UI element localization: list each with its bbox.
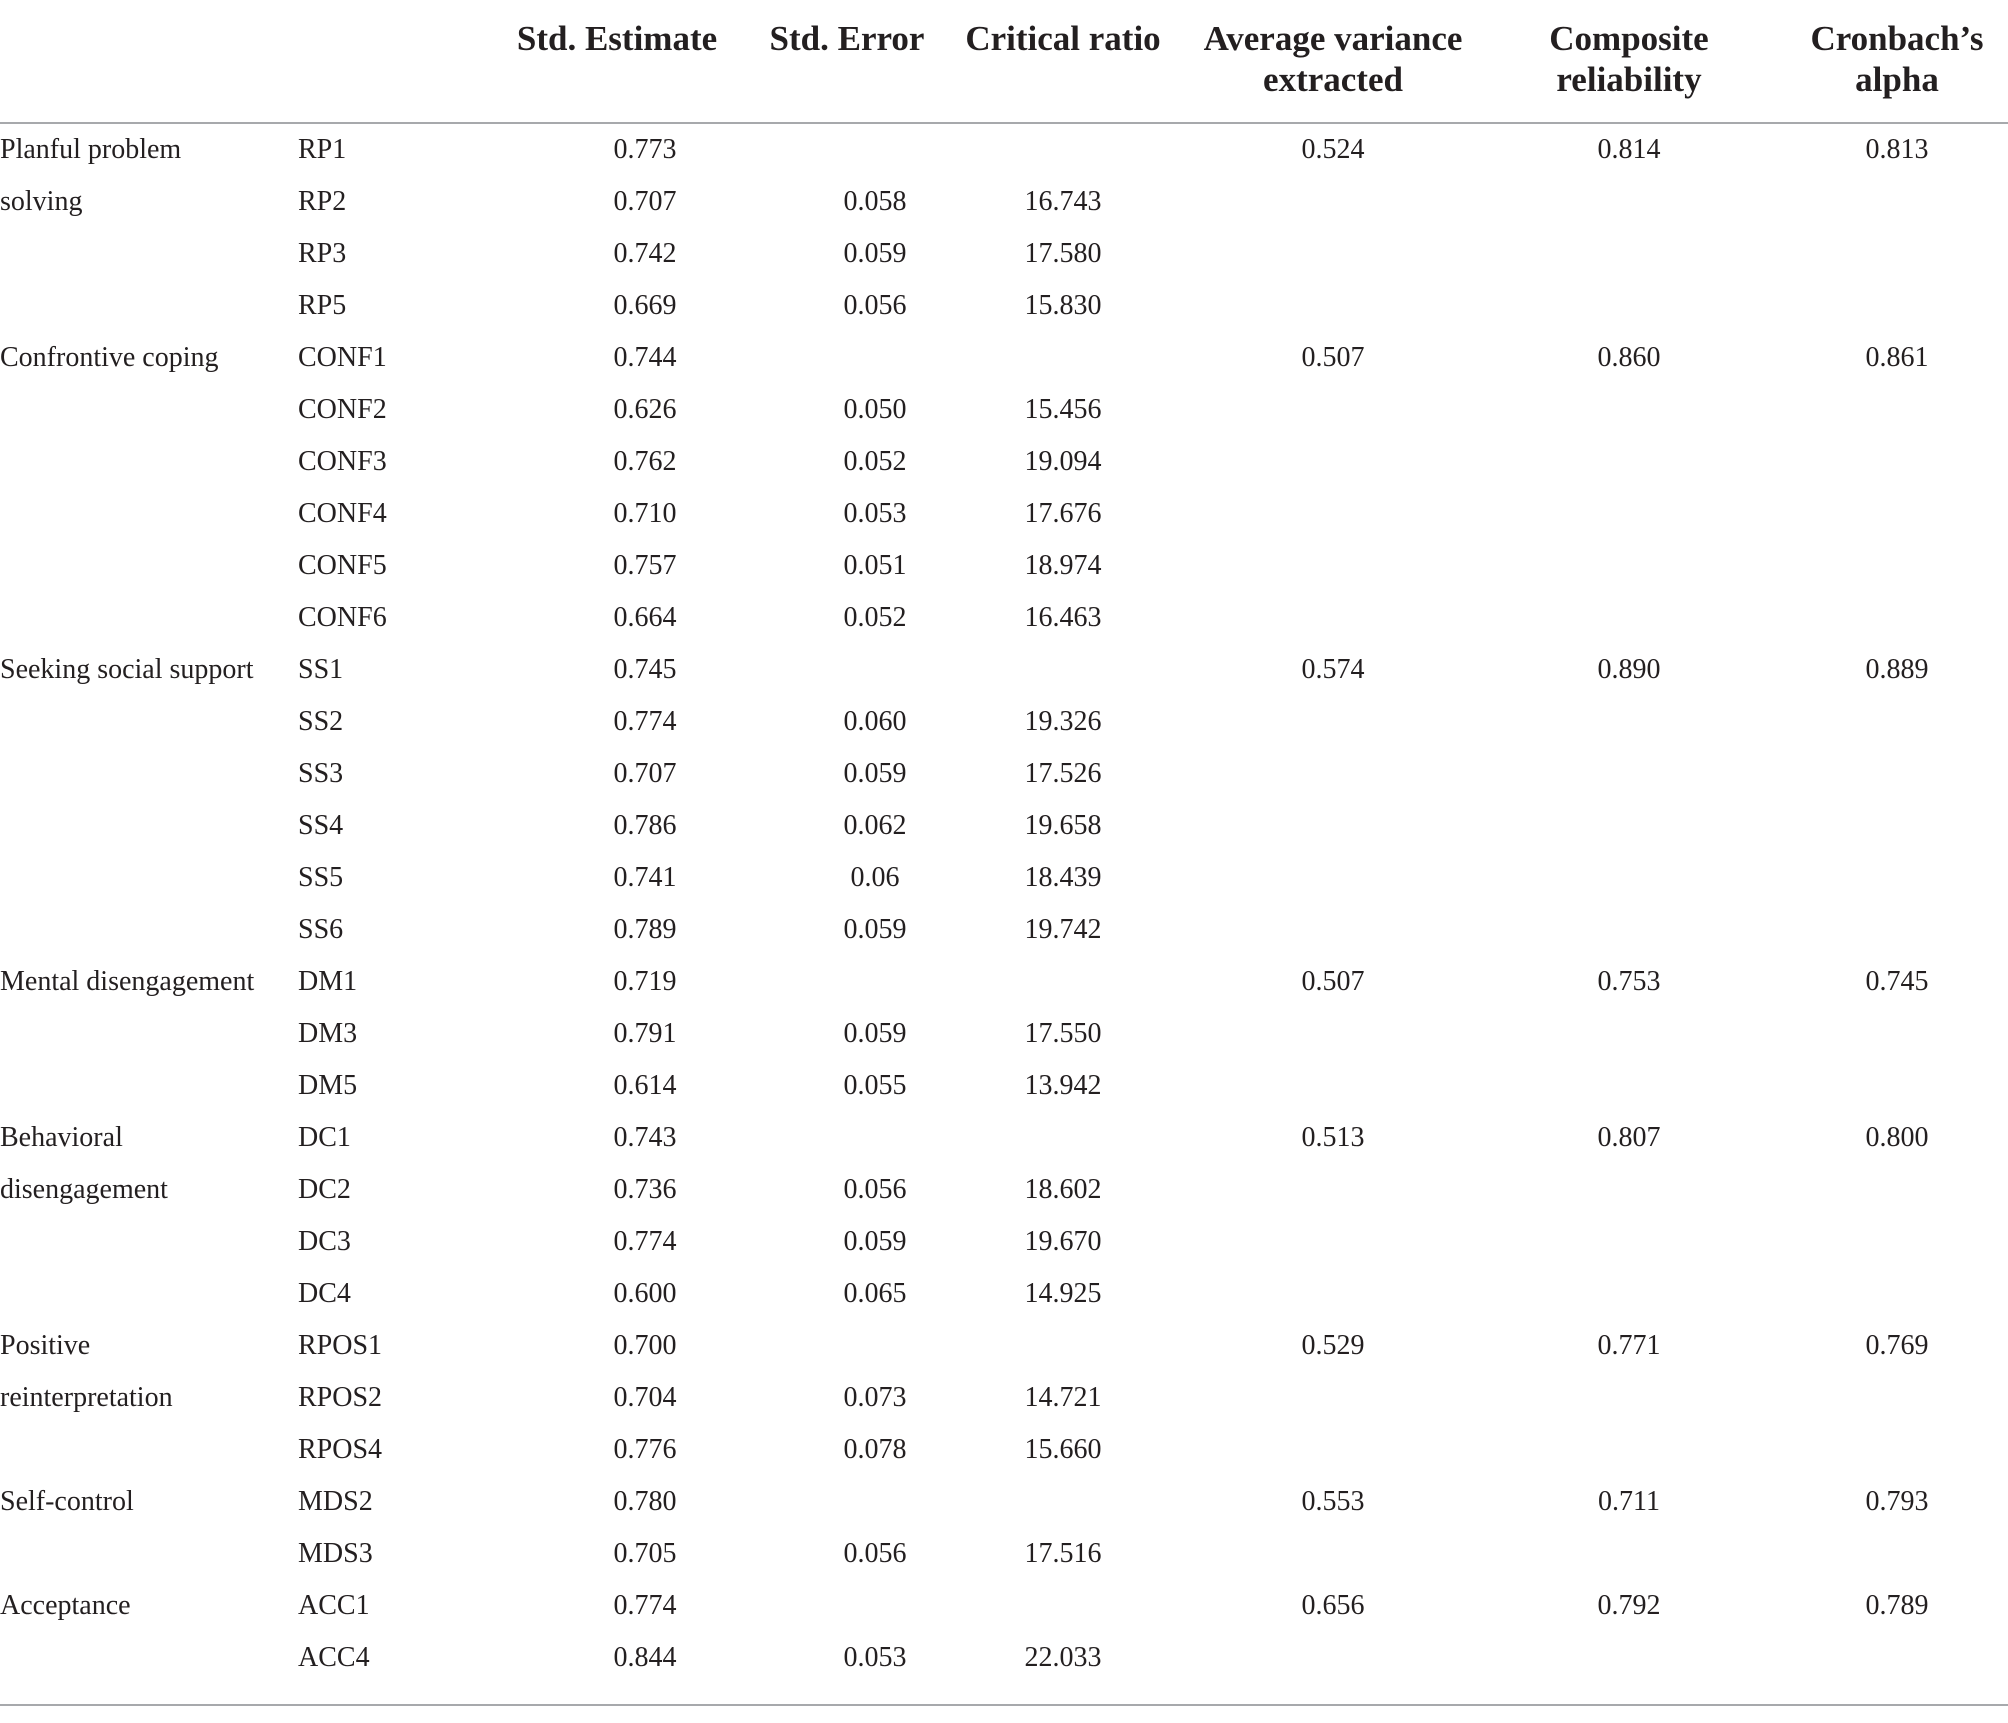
item-cell: ACC4	[298, 1642, 370, 1673]
table-row	[0, 904, 2008, 956]
cronbach-alpha-cell: 0.745	[1865, 966, 1929, 997]
item-cell: RP5	[298, 290, 347, 321]
item-cell: DC4	[298, 1278, 351, 1309]
header-std-error-label: Std. Error	[769, 19, 925, 58]
item-cell: CONF4	[298, 498, 387, 529]
critical-ratio-cell: 19.326	[1024, 706, 1102, 737]
item-cell: MDS3	[298, 1538, 373, 1569]
std-estimate-cell: 0.707	[613, 758, 677, 789]
composite-reliability-cell: 0.771	[1597, 1330, 1661, 1361]
std-error-cell: 0.062	[843, 810, 907, 841]
cronbach-alpha-cell: 0.889	[1865, 654, 1929, 685]
critical-ratio-cell: 17.516	[1024, 1538, 1102, 1569]
std-estimate-cell: 0.705	[613, 1538, 677, 1569]
critical-ratio-cell: 19.658	[1024, 810, 1102, 841]
header-std-estimate	[512, 18, 722, 59]
header-ave-line2: extracted	[1263, 60, 1403, 99]
std-estimate-cell: 0.791	[613, 1018, 677, 1049]
item-cell: SS2	[298, 706, 344, 737]
std-error-cell: 0.051	[843, 550, 907, 581]
table-row	[0, 1424, 2008, 1476]
table-row	[0, 748, 2008, 800]
std-error-cell: 0.055	[843, 1070, 907, 1101]
header-std-error	[742, 18, 952, 59]
item-cell: RP1	[298, 134, 347, 165]
critical-ratio-cell: 14.925	[1024, 1278, 1102, 1309]
table-row	[0, 384, 2008, 436]
construct-cell: Mental disengagement	[0, 966, 255, 997]
cronbach-alpha-cell: 0.789	[1865, 1590, 1929, 1621]
table-row	[0, 436, 2008, 488]
std-estimate-cell: 0.600	[613, 1278, 677, 1309]
ave-cell: 0.553	[1301, 1486, 1365, 1517]
critical-ratio-cell: 15.456	[1024, 394, 1102, 425]
std-error-cell: 0.056	[843, 290, 907, 321]
critical-ratio-cell: 19.742	[1024, 914, 1102, 945]
std-error-cell: 0.073	[843, 1382, 907, 1413]
ave-cell: 0.529	[1301, 1330, 1365, 1361]
cronbach-alpha-cell: 0.813	[1865, 134, 1929, 165]
item-cell: SS6	[298, 914, 344, 945]
critical-ratio-cell: 18.974	[1024, 550, 1102, 581]
item-cell: ACC1	[298, 1590, 370, 1621]
item-cell: RP3	[298, 238, 347, 269]
table-row	[0, 1632, 2008, 1684]
composite-reliability-cell: 0.890	[1597, 654, 1661, 685]
table-header	[0, 0, 2008, 124]
table-row	[0, 592, 2008, 644]
item-cell: CONF6	[298, 602, 387, 633]
item-cell: MDS2	[298, 1486, 373, 1517]
std-estimate-cell: 0.745	[613, 654, 677, 685]
table-row	[0, 280, 2008, 332]
cronbach-alpha-cell: 0.800	[1865, 1122, 1929, 1153]
std-estimate-cell: 0.776	[613, 1434, 677, 1465]
table-row	[0, 800, 2008, 852]
item-cell: CONF2	[298, 394, 387, 425]
table-row	[0, 332, 2008, 384]
std-error-cell: 0.058	[843, 186, 907, 217]
critical-ratio-cell: 13.942	[1024, 1070, 1102, 1101]
std-error-cell: 0.059	[843, 758, 907, 789]
critical-ratio-cell: 15.830	[1024, 290, 1102, 321]
cronbach-alpha-cell: 0.769	[1865, 1330, 1929, 1361]
table-row	[0, 852, 2008, 904]
std-estimate-cell: 0.669	[613, 290, 677, 321]
cronbach-alpha-cell: 0.861	[1865, 342, 1929, 373]
header-critical-ratio-label: Critical ratio	[965, 19, 1161, 58]
std-error-cell: 0.078	[843, 1434, 907, 1465]
std-error-cell: 0.052	[843, 602, 907, 633]
critical-ratio-cell: 17.550	[1024, 1018, 1102, 1049]
std-estimate-cell: 0.710	[613, 498, 677, 529]
std-error-cell: 0.059	[843, 238, 907, 269]
std-estimate-cell: 0.664	[613, 602, 677, 633]
construct-cell: Self-control	[0, 1486, 134, 1517]
critical-ratio-cell: 19.670	[1024, 1226, 1102, 1257]
critical-ratio-cell: 17.526	[1024, 758, 1102, 789]
std-estimate-cell: 0.773	[613, 134, 677, 165]
critical-ratio-cell: 18.602	[1024, 1174, 1102, 1205]
table-bottom-rule	[0, 1704, 2008, 1706]
table-row	[0, 1372, 2008, 1424]
std-error-cell: 0.060	[843, 706, 907, 737]
item-cell: CONF5	[298, 550, 387, 581]
std-estimate-cell: 0.774	[613, 1226, 677, 1257]
table-row	[0, 488, 2008, 540]
composite-reliability-cell: 0.753	[1597, 966, 1661, 997]
table-row	[0, 956, 2008, 1008]
std-error-cell: 0.065	[843, 1278, 907, 1309]
table-row	[0, 1112, 2008, 1164]
header-composite-line1: Composite	[1549, 19, 1709, 58]
item-cell: RP2	[298, 186, 347, 217]
table-row	[0, 1476, 2008, 1528]
table-row	[0, 1216, 2008, 1268]
std-estimate-cell: 0.719	[613, 966, 677, 997]
std-estimate-cell: 0.762	[613, 446, 677, 477]
item-cell: DM5	[298, 1070, 358, 1101]
std-estimate-cell: 0.743	[613, 1122, 677, 1153]
table-row	[0, 1580, 2008, 1632]
critical-ratio-cell: 17.580	[1024, 238, 1102, 269]
table-row	[0, 1164, 2008, 1216]
header-ave-line1: Average variance	[1203, 19, 1463, 58]
item-cell: SS1	[298, 654, 344, 685]
table-row	[0, 644, 2008, 696]
std-estimate-cell: 0.780	[613, 1486, 677, 1517]
table-row	[0, 1008, 2008, 1060]
header-alpha	[1792, 18, 2002, 100]
std-estimate-cell: 0.741	[613, 862, 677, 893]
critical-ratio-cell: 15.660	[1024, 1434, 1102, 1465]
table-row	[0, 1060, 2008, 1112]
critical-ratio-cell: 19.094	[1024, 446, 1102, 477]
table-row	[0, 228, 2008, 280]
std-error-cell: 0.059	[843, 914, 907, 945]
std-estimate-cell: 0.704	[613, 1382, 677, 1413]
composite-reliability-cell: 0.860	[1597, 342, 1661, 373]
std-error-cell: 0.059	[843, 1018, 907, 1049]
table-row	[0, 176, 2008, 228]
cronbach-alpha-cell: 0.793	[1865, 1486, 1929, 1517]
item-cell: DC3	[298, 1226, 351, 1257]
std-estimate-cell: 0.626	[613, 394, 677, 425]
ave-cell: 0.574	[1301, 654, 1365, 685]
item-cell: DC2	[298, 1174, 351, 1205]
construct-cell: reinterpretation	[0, 1382, 173, 1413]
item-cell: SS4	[298, 810, 344, 841]
item-cell: SS5	[298, 862, 344, 893]
std-estimate-cell: 0.844	[613, 1642, 677, 1673]
table-row	[0, 1268, 2008, 1320]
table-body	[0, 124, 2008, 1684]
construct-cell: Confrontive coping	[0, 342, 219, 373]
std-estimate-cell: 0.774	[613, 1590, 677, 1621]
std-estimate-cell: 0.707	[613, 186, 677, 217]
std-estimate-cell: 0.736	[613, 1174, 677, 1205]
composite-reliability-cell: 0.792	[1597, 1590, 1661, 1621]
std-estimate-cell: 0.614	[613, 1070, 677, 1101]
item-cell: RPOS2	[298, 1382, 383, 1413]
std-estimate-cell: 0.774	[613, 706, 677, 737]
construct-cell: Behavioral	[0, 1122, 123, 1153]
std-estimate-cell: 0.786	[613, 810, 677, 841]
item-cell: RPOS1	[298, 1330, 383, 1361]
ave-cell: 0.513	[1301, 1122, 1365, 1153]
composite-reliability-cell: 0.711	[1598, 1486, 1660, 1517]
std-estimate-cell: 0.700	[613, 1330, 677, 1361]
critical-ratio-cell: 17.676	[1024, 498, 1102, 529]
std-error-cell: 0.056	[843, 1174, 907, 1205]
critical-ratio-cell: 14.721	[1024, 1382, 1102, 1413]
header-alpha-line2: alpha	[1855, 60, 1939, 99]
table-row	[0, 540, 2008, 592]
item-cell: RPOS4	[298, 1434, 383, 1465]
std-estimate-cell: 0.744	[613, 342, 677, 373]
composite-reliability-cell: 0.814	[1597, 134, 1661, 165]
critical-ratio-cell: 18.439	[1024, 862, 1102, 893]
table-row	[0, 1528, 2008, 1580]
std-estimate-cell: 0.757	[613, 550, 677, 581]
ave-cell: 0.524	[1301, 134, 1365, 165]
std-estimate-cell: 0.789	[613, 914, 677, 945]
construct-cell: Positive	[0, 1330, 91, 1361]
header-ave	[1198, 18, 1468, 100]
ave-cell: 0.507	[1301, 966, 1365, 997]
critical-ratio-cell: 16.743	[1024, 186, 1102, 217]
construct-cell: Acceptance	[0, 1590, 131, 1621]
std-error-cell: 0.059	[843, 1226, 907, 1257]
item-cell: CONF1	[298, 342, 387, 373]
std-error-cell: 0.06	[850, 862, 900, 893]
construct-cell: disengagement	[0, 1174, 168, 1205]
std-estimate-cell: 0.742	[613, 238, 677, 269]
header-std-estimate-label: Std. Estimate	[516, 19, 718, 58]
item-cell: CONF3	[298, 446, 387, 477]
construct-cell: Planful problem	[0, 134, 182, 165]
item-cell: DM1	[298, 966, 358, 997]
table-row	[0, 1320, 2008, 1372]
table-row	[0, 696, 2008, 748]
composite-reliability-cell: 0.807	[1597, 1122, 1661, 1153]
header-composite-line2: reliability	[1556, 60, 1702, 99]
ave-cell: 0.507	[1301, 342, 1365, 373]
critical-ratio-cell: 16.463	[1024, 602, 1102, 633]
header-critical-ratio	[958, 18, 1168, 59]
table-row	[0, 124, 2008, 176]
item-cell: SS3	[298, 758, 344, 789]
construct-cell: solving	[0, 186, 83, 217]
std-error-cell: 0.056	[843, 1538, 907, 1569]
item-cell: DC1	[298, 1122, 351, 1153]
ave-cell: 0.656	[1301, 1590, 1365, 1621]
std-error-cell: 0.052	[843, 446, 907, 477]
std-error-cell: 0.053	[843, 1642, 907, 1673]
std-error-cell: 0.050	[843, 394, 907, 425]
item-cell: DM3	[298, 1018, 358, 1049]
header-composite	[1524, 18, 1734, 100]
construct-cell: Seeking social support	[0, 654, 254, 685]
critical-ratio-cell: 22.033	[1024, 1642, 1102, 1673]
header-alpha-line1: Cronbach’s	[1810, 19, 1984, 58]
std-error-cell: 0.053	[843, 498, 907, 529]
